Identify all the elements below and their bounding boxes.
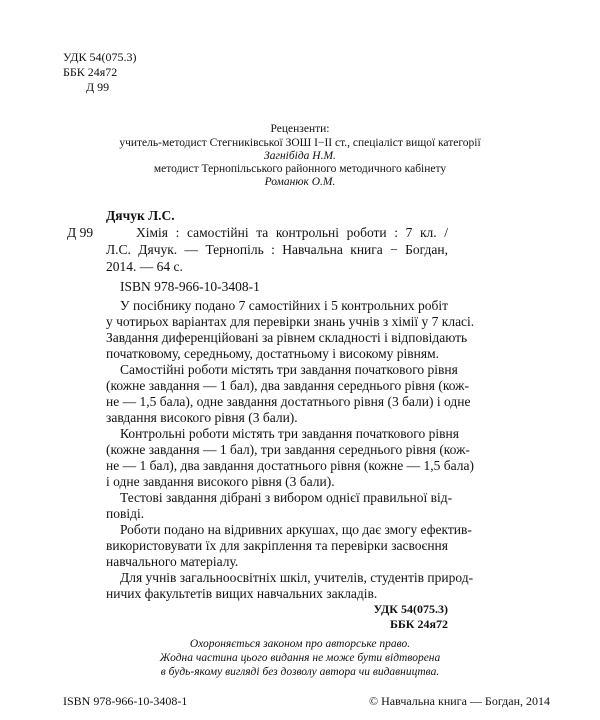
abstract-line: Контрольні роботи містять три завдання початкового рівня — [120, 426, 459, 441]
abstract-line: (кожне завдання — 1 бал), два завдання середнього рівня (кож- — [106, 378, 469, 393]
reviewer-2-position: методист Тернопільського районного методичного кабінету — [153, 163, 447, 175]
abstract-line: Для учнів загальноосвітніх шкіл, учителів, студентів природ- — [120, 570, 474, 585]
biblio-line-3: 2014. — 64 с. — [106, 259, 183, 274]
abstract-line: Роботи подано на відривних аркушах, що дає змогу ефектив- — [120, 522, 472, 537]
udk-code-footer: УДК 54(075.3) — [373, 602, 448, 616]
footer-copyright: © Навчальна книга — Богдан, 2014 — [369, 694, 550, 708]
abstract-line: ничих факультетів вищих навчальних закладів. — [106, 586, 378, 601]
isbn: ISBN 978-966-10-3408-1 — [120, 279, 260, 294]
biblio-code: Д 99 — [67, 225, 94, 240]
abstract-line: у чотирьох варіантах для перевірки знань учнів з хімії у 7 класі. — [106, 314, 475, 329]
copyright-notice-line: Охороняється законом про авторське право. — [189, 638, 411, 650]
abstract-line: Самостійні роботи містять три завдання початкового рівня — [120, 362, 458, 377]
reviewer-2-name: Романюк О.М. — [264, 176, 336, 188]
udk-code: УДК 54(075.3) — [63, 50, 137, 64]
author-mark-code: Д 99 — [86, 80, 110, 94]
biblio-line-2: Л.С. Дячук. — Тернопіль : Навчальна книга − Богдан, — [106, 242, 448, 257]
abstract-line: (кожне завдання — 1 бал), три завдання середнього рівня (кож- — [106, 442, 470, 457]
copyright-notice-line: в будь-якому вигляді без дозволу автора чи видавництва. — [160, 666, 440, 678]
abstract-line: використовувати їх для закріплення та перевірки засвоєння — [106, 538, 448, 553]
abstract-line: і одне завдання високого рівня (3 бали). — [106, 474, 335, 489]
reviewer-1-name: Загнібіда Н.М. — [264, 150, 336, 162]
abstract-line: Завдання диференційовані за рівнем складності і відповідають — [106, 330, 468, 345]
reviewer-1-position: учитель-методист Стегниківської ЗОШ І−ІІ ст., спеціаліст вищої категорії — [119, 137, 481, 149]
copyright-notice-line: Жодна частина цього видання не може бути відтворена — [159, 652, 441, 664]
abstract-line: початковому, середньому, достатньому і високому рівням. — [106, 346, 440, 361]
abstract-line: завдання високого рівня (3 бали). — [106, 410, 298, 425]
reviewers-heading: Рецензенти: — [270, 123, 330, 135]
bbk-code-footer: ББК 24я72 — [389, 617, 448, 631]
biblio-line-1: Хімія : самостійні та контрольні роботи : 7 кл. / — [136, 225, 448, 240]
abstract-line: У посібнику подано 7 самостійних і 5 контрольних робіт — [120, 298, 448, 313]
abstract-line: не — 1 бал), два завдання достатнього рівня (кожне — 1,5 бала) — [106, 458, 474, 473]
abstract-line: не — 1,5 бала), одне завдання достатнього рівня (3 бали) і одне — [106, 394, 471, 409]
bbk-code: ББК 24я72 — [63, 65, 118, 79]
abstract-line: повіді. — [106, 506, 145, 521]
abstract-line: навчального матеріалу. — [106, 554, 239, 569]
author-heading: Дячук Л.С. — [106, 208, 175, 223]
abstract-line: Тестові завдання дібрані з вибором однієї правильної від- — [120, 490, 453, 505]
footer-isbn: ISBN 978-966-10-3408-1 — [63, 694, 188, 708]
